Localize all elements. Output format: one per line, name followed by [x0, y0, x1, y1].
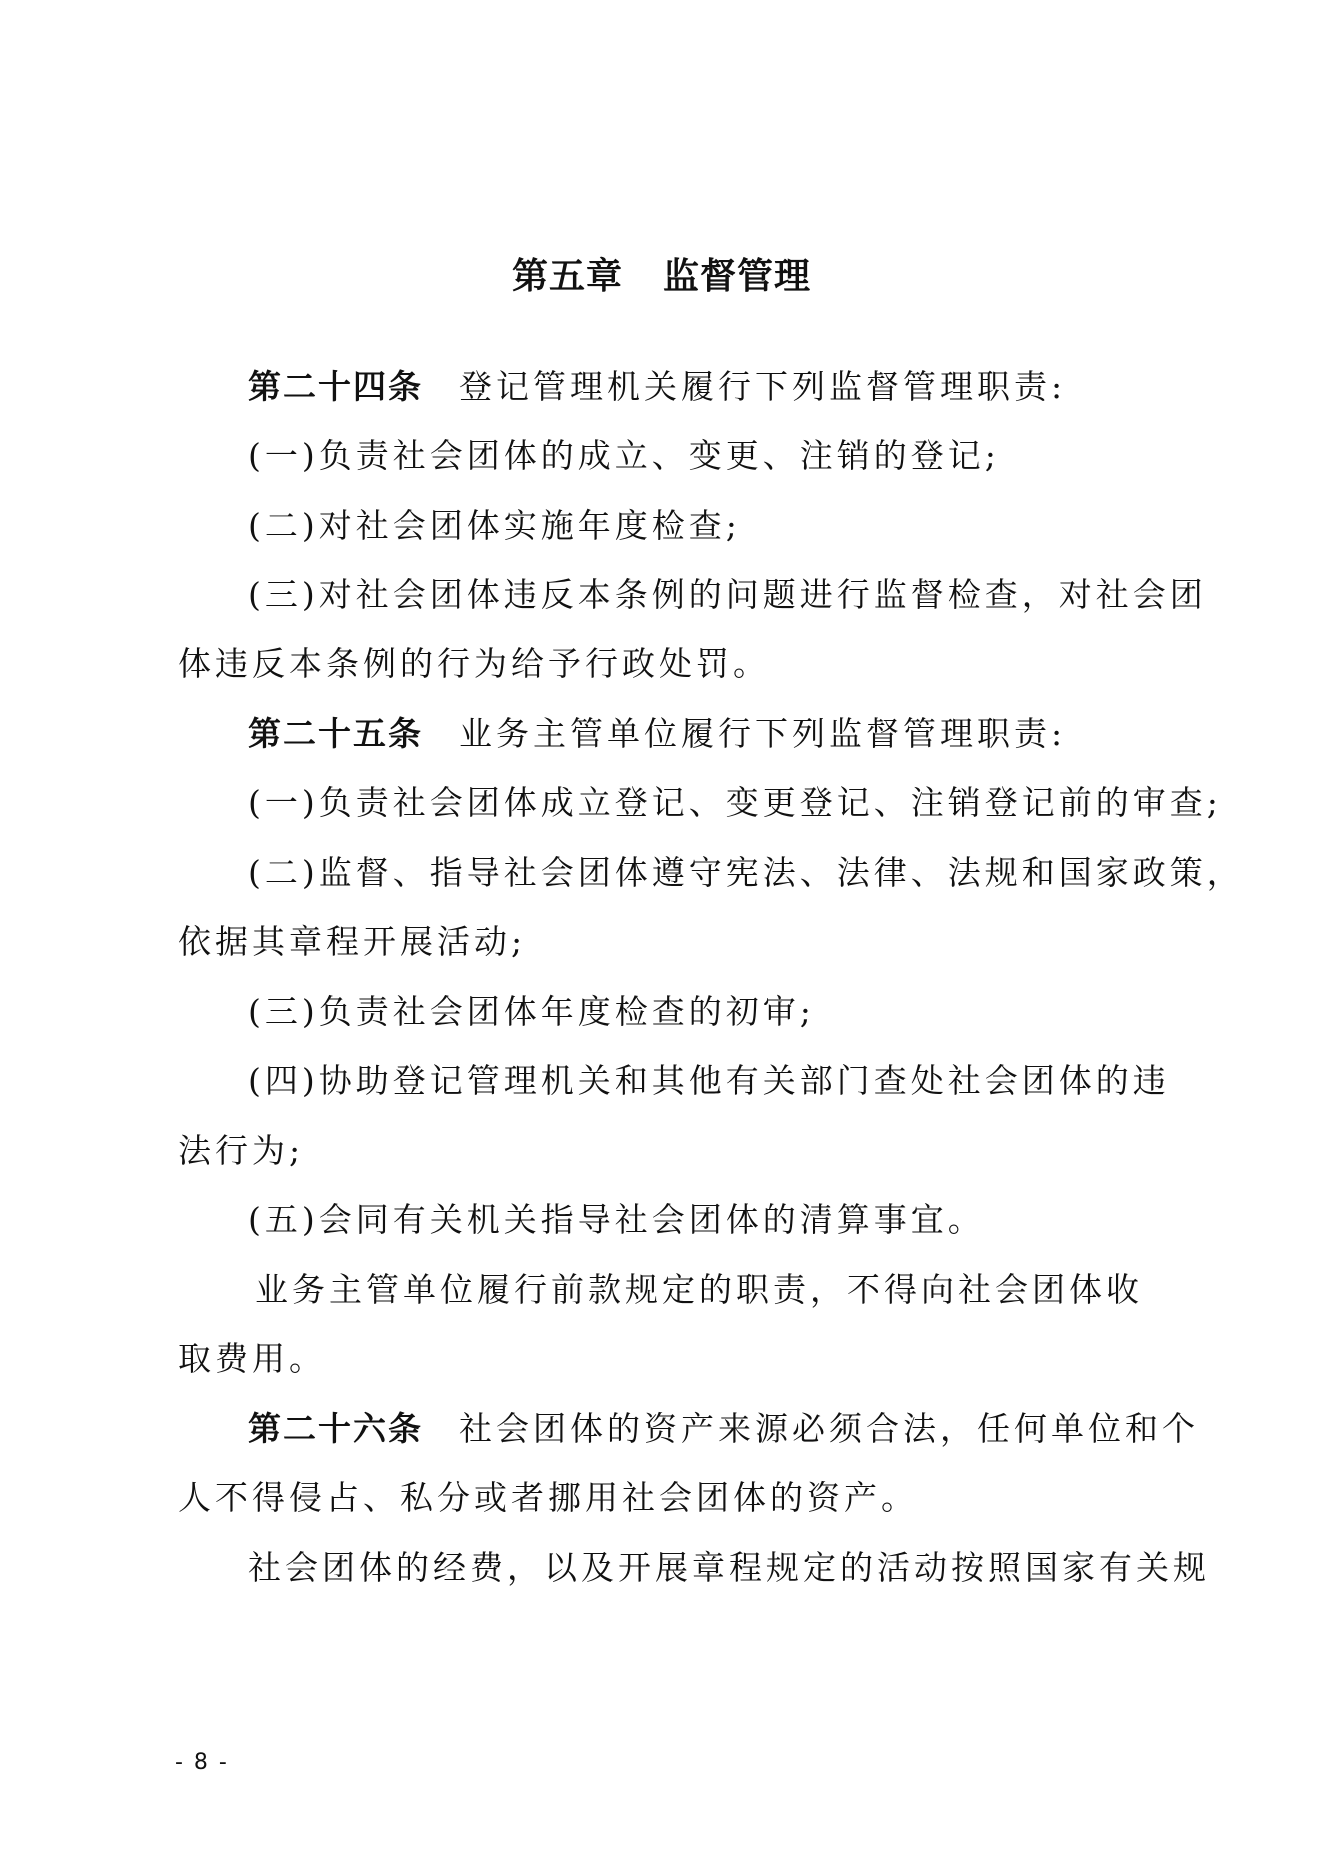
article-24-intro: 登记管理机关履行下列监督管理职责:: [459, 367, 1067, 406]
article-24-item-3-line-2: 体违反本条例的行为给予行政处罚。: [178, 644, 770, 683]
article-25-intro: 业务主管单位履行下列监督管理职责:: [459, 714, 1067, 753]
article-25-label: 第二十五条: [248, 714, 423, 753]
article-25-item-2-line-1: (二)监督、指导社会团体遵守宪法、法律、法规和国家政策，: [248, 853, 1244, 892]
article-24-item-3-line-1: (三)对社会团体违反本条例的问题进行监督检查，对社会团: [248, 575, 1207, 614]
article-24-item-2: (二)对社会团体实施年度检查;: [248, 506, 741, 545]
article-25-item-3: (三)负责社会团体年度检查的初审;: [248, 992, 815, 1031]
article-25-item-5: (五)会同有关机关指导社会团体的清算事宜。: [248, 1200, 985, 1239]
article-25-item-4-line-2: 法行为;: [178, 1131, 305, 1170]
article-26-heading: [248, 1404, 1199, 1454]
article-24-item-1: (一)负责社会团体的成立、变更、注销的登记;: [248, 436, 1000, 475]
article-25-item-2-line-2: 依据其章程开展活动;: [178, 922, 527, 961]
article-26-text-line-1: 社会团体的资产来源必须合法，任何单位和个: [459, 1409, 1199, 1448]
article-25-paragraph-line-1: 业务主管单位履行前款规定的职责，不得向社会团体收: [255, 1270, 1143, 1309]
chapter-title: [0, 252, 1323, 302]
article-24-heading: [248, 362, 1066, 412]
article-26-label: 第二十六条: [248, 1409, 423, 1448]
article-25-heading: [248, 709, 1066, 759]
article-26-paragraph-line-1: 社会团体的经费，以及开展章程规定的活动按照国家有关规: [248, 1548, 1210, 1587]
article-25-paragraph-line-2: 取费用。: [178, 1339, 326, 1378]
chapter-number: 第五章: [511, 256, 623, 297]
page-number: - 8 -: [175, 1750, 229, 1775]
article-25-item-1: (一)负责社会团体成立登记、变更登记、注销登记前的审查;: [248, 783, 1222, 822]
article-24-label: 第二十四条: [248, 367, 423, 406]
chapter-name: 监督管理: [663, 256, 812, 297]
article-26-text-line-2: 人不得侵占、私分或者挪用社会团体的资产。: [178, 1478, 918, 1517]
article-25-item-4-line-1: (四)协助登记管理机关和其他有关部门查处社会团体的违: [248, 1061, 1170, 1100]
